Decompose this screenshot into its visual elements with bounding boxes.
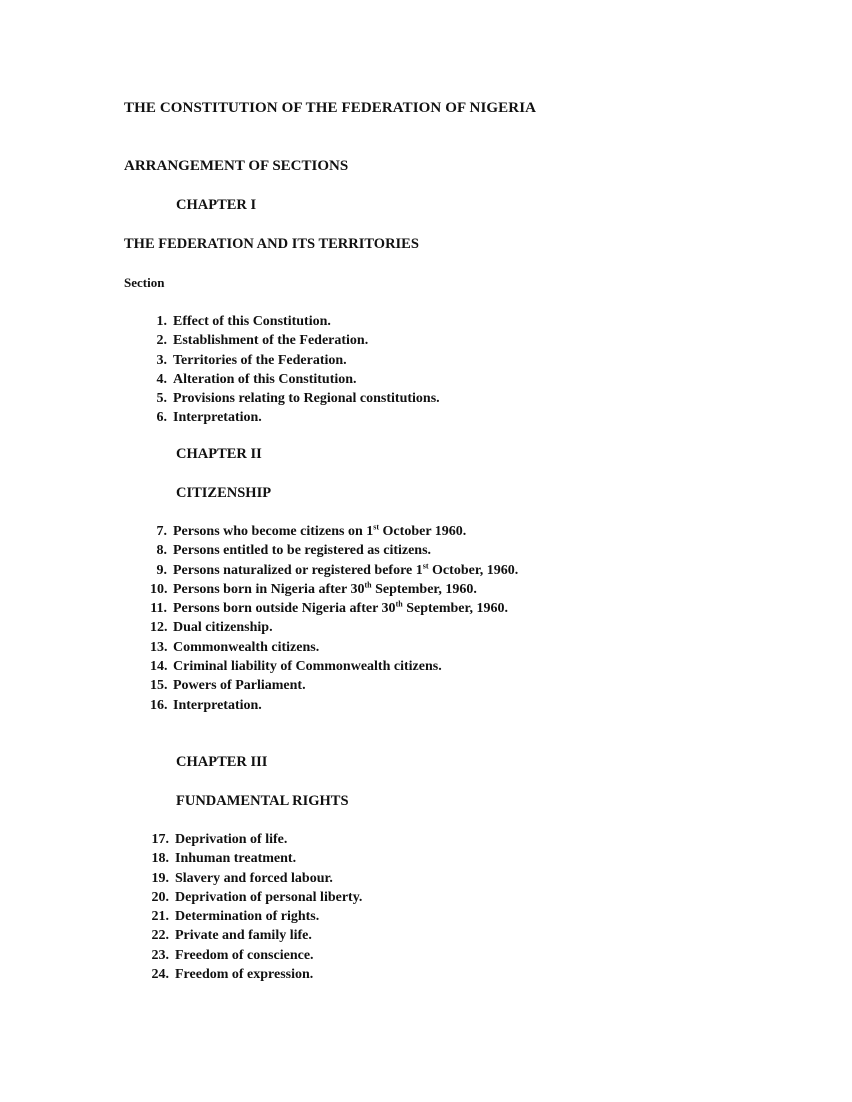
section-text-pre: Criminal liability of Commonwealth citizens. — [173, 659, 442, 675]
list-item — [150, 599, 518, 618]
section-number: 16. — [150, 697, 168, 713]
list-item — [150, 696, 518, 715]
section-text-pre: Persons who become citizens on 1 — [173, 524, 374, 539]
section-number: 9. — [156, 562, 167, 578]
section-number: 20. — [151, 889, 169, 905]
list-item — [150, 541, 518, 560]
section-number: 5. — [156, 391, 167, 407]
chapter-2-title: CITIZENSHIP — [176, 485, 272, 501]
section-text: Deprivation of personal liberty. — [175, 889, 363, 905]
list-item — [150, 408, 440, 427]
section-text: Territories of the Federation. — [173, 352, 347, 368]
list-item — [148, 869, 362, 888]
list-item — [148, 830, 362, 849]
section-text — [167, 522, 466, 541]
section-text-pre: Commonwealth citizens. — [173, 639, 320, 655]
section-number: 18. — [151, 851, 169, 867]
section-text-post: September, 1960. — [371, 581, 477, 597]
section-number: 19. — [151, 870, 169, 886]
section-number: 11. — [150, 601, 167, 617]
section-text-pre: Interpretation. — [173, 697, 262, 713]
section-number: 12. — [150, 620, 168, 636]
section-number: 6. — [156, 410, 167, 426]
section-text: Effect of this Constitution. — [173, 314, 331, 329]
section-number: 22. — [151, 928, 169, 944]
list-item — [148, 907, 362, 926]
section-text: Private and family life. — [175, 928, 312, 944]
arrangement-heading: ARRANGEMENT OF SECTIONS — [124, 158, 349, 174]
section-text-pre: Persons born outside Nigeria after 30 — [173, 601, 396, 617]
section-number: 13. — [150, 639, 168, 655]
list-item — [150, 351, 440, 370]
section-number: 21. — [151, 909, 169, 925]
chapter-1-section-list — [150, 312, 440, 428]
section-number: 23. — [151, 947, 169, 963]
list-item — [150, 389, 440, 408]
section-text-post: September, 1960. — [402, 601, 508, 617]
list-item — [150, 312, 440, 331]
section-text — [167, 657, 442, 676]
list-item — [150, 522, 518, 541]
section-number: 8. — [156, 543, 167, 559]
ordinal-suffix: st — [373, 522, 380, 532]
list-item — [150, 676, 518, 695]
section-text: Inhuman treatment. — [175, 851, 297, 867]
chapter-3-title: FUNDAMENTAL RIGHTS — [176, 793, 349, 809]
section-text — [167, 541, 431, 560]
section-text-pre: Persons born in Nigeria after 30 — [173, 581, 365, 597]
section-text-pre: Persons entitled to be registered as citizens. — [173, 543, 432, 559]
section-text — [167, 638, 319, 657]
section-text: Freedom of expression. — [175, 967, 314, 983]
section-text: Establishment of the Federation. — [173, 333, 369, 349]
document-title: THE CONSTITUTION OF THE FEDERATION OF NIGERIA — [124, 100, 537, 116]
section-number: 7. — [156, 524, 167, 539]
chapter-3-section-list — [148, 830, 362, 984]
section-text: Alteration of this Constitution. — [173, 371, 357, 387]
section-number: 17. — [151, 832, 169, 847]
chapter-2-section-list — [150, 522, 518, 715]
chapter-3-heading: CHAPTER III — [176, 754, 268, 770]
section-number: 4. — [156, 371, 167, 387]
chapter-1-title: THE FEDERATION AND ITS TERRITORIES — [124, 236, 419, 252]
section-text-pre: Powers of Parliament. — [173, 678, 306, 694]
list-item — [148, 849, 362, 868]
list-item — [148, 926, 362, 945]
chapter-1-heading: CHAPTER I — [176, 197, 257, 213]
section-text: Interpretation. — [173, 410, 262, 426]
section-text — [167, 580, 477, 599]
list-item — [148, 965, 362, 984]
section-text: Deprivation of life. — [175, 832, 288, 847]
ordinal-suffix: st — [422, 560, 429, 570]
section-text: Provisions relating to Regional constitutions. — [173, 391, 440, 407]
section-number: 10. — [150, 581, 168, 597]
section-text-pre: Persons naturalized or registered before 1 — [173, 562, 423, 578]
section-number: 24. — [151, 967, 169, 983]
section-text: Determination of rights. — [175, 909, 320, 925]
ordinal-suffix: th — [364, 580, 372, 590]
section-number: 2. — [156, 333, 167, 349]
section-number: 3. — [156, 352, 167, 368]
list-item — [150, 331, 440, 350]
section-text — [167, 618, 273, 637]
list-item — [150, 561, 518, 580]
list-item — [148, 888, 362, 907]
list-item — [150, 618, 518, 637]
section-text — [167, 561, 518, 580]
section-number: 1. — [156, 314, 167, 329]
section-text-post: October 1960. — [379, 524, 467, 539]
section-number: 15. — [150, 678, 168, 694]
chapter-2-heading: CHAPTER II — [176, 446, 262, 462]
section-number: 14. — [150, 659, 168, 675]
list-item — [150, 580, 518, 599]
section-text-pre: Dual citizenship. — [173, 620, 273, 636]
list-item — [150, 638, 518, 657]
ordinal-suffix: th — [395, 599, 403, 609]
section-text-post: October, 1960. — [428, 562, 519, 578]
section-text — [167, 696, 262, 715]
list-item — [150, 370, 440, 389]
list-item — [148, 946, 362, 965]
section-text: Slavery and forced labour. — [175, 870, 333, 886]
section-label: Section — [124, 275, 165, 290]
section-text: Freedom of conscience. — [175, 947, 314, 963]
section-text — [167, 676, 306, 695]
list-item — [150, 657, 518, 676]
section-text — [167, 599, 508, 618]
